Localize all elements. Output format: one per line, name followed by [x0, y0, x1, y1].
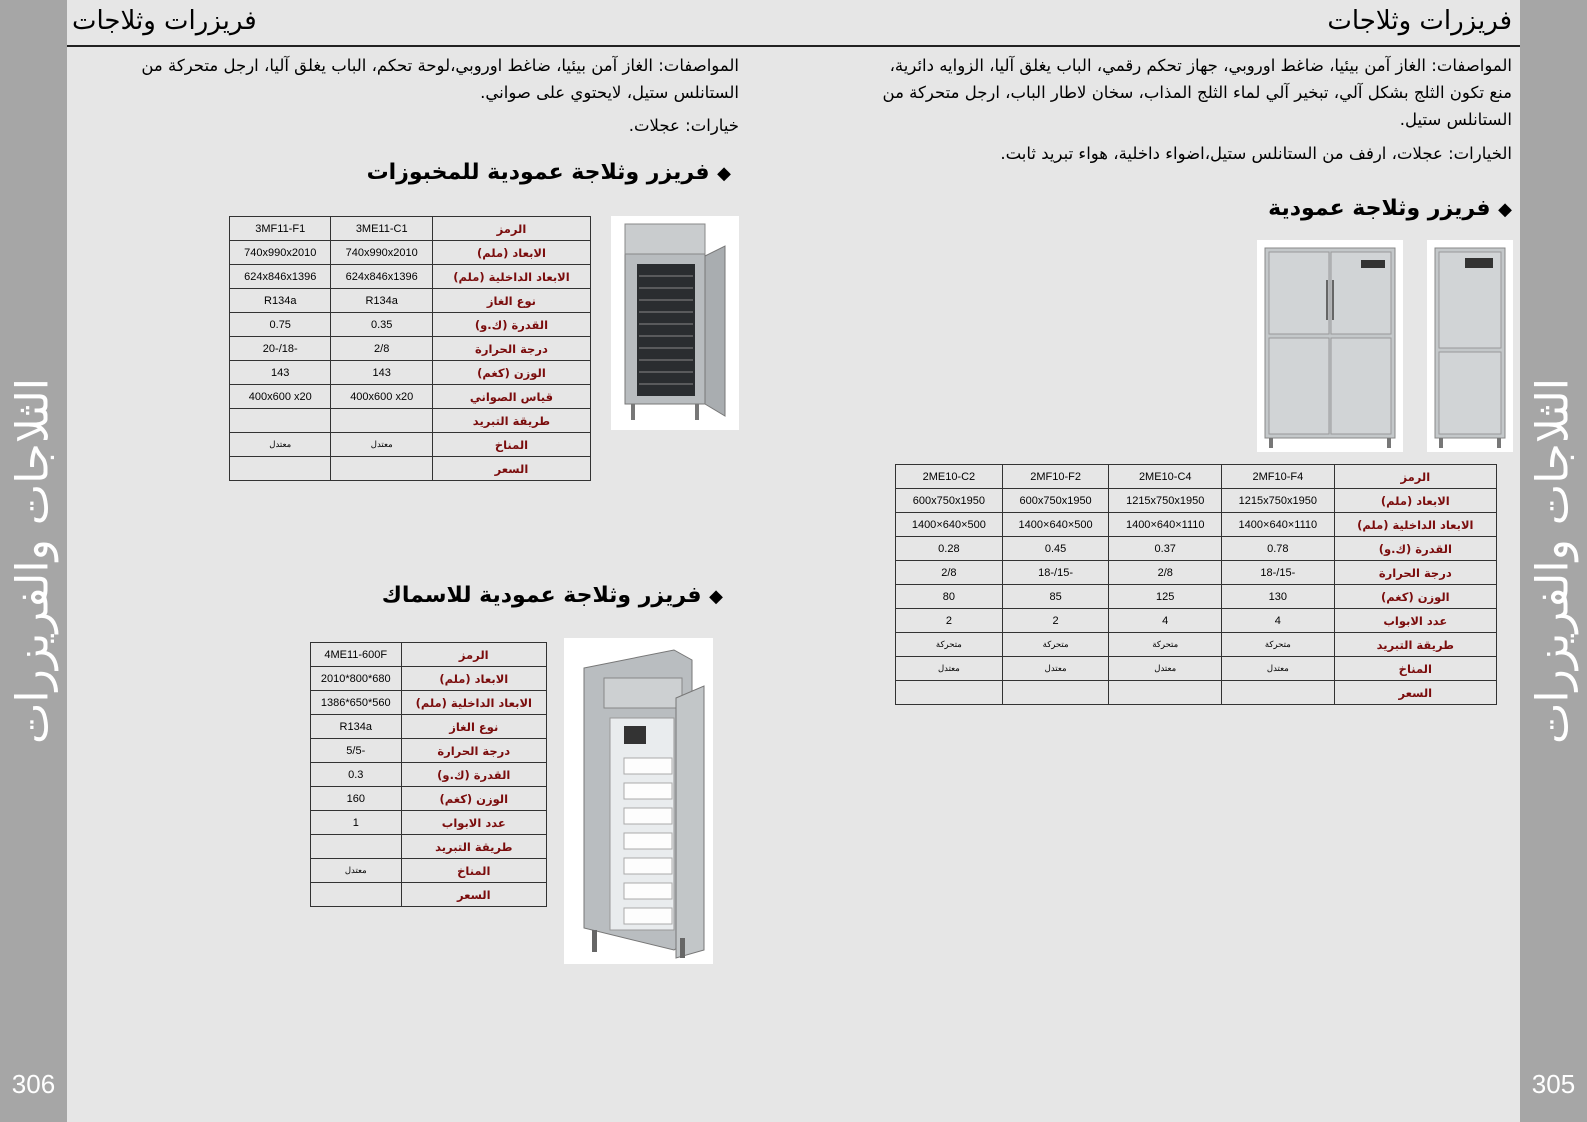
spec-value: 680*800*2010: [311, 667, 402, 691]
spec-value: 2MF10-F4: [1222, 465, 1335, 489]
table-row: [230, 241, 591, 265]
table-row: [230, 313, 591, 337]
bakery-upright-fridge-photo: [611, 216, 739, 430]
spec-value: [311, 883, 402, 907]
spec-value: [1222, 681, 1335, 705]
spec-label: درجة الحرارة: [401, 739, 546, 763]
table-row: [311, 643, 547, 667]
left-sidebar-title: الثلاجات والفريزرات: [7, 377, 59, 745]
spec-value: 600x750x1950: [1002, 489, 1109, 513]
spec-value: 500×640×1400: [1002, 513, 1109, 537]
right-options: الخيارات: عجلات، ارفف من الستانلس ستيل،اضواء داخلية، هواء تبريد ثابت.: [1000, 144, 1512, 163]
spec-value: معتدل: [1002, 657, 1109, 681]
spec-value: 500×640×1400: [896, 513, 1003, 537]
table-row: [230, 385, 591, 409]
spec-value: 600x750x1950: [896, 489, 1003, 513]
table-row: [311, 883, 547, 907]
spec-value: [331, 457, 432, 481]
left-section1-title: [367, 160, 731, 185]
spec-value: 560*650*1386: [311, 691, 402, 715]
left-page-number: 306: [11, 1069, 56, 1099]
diamond-bullet-icon: ◆: [709, 586, 723, 607]
table-row: [896, 489, 1497, 513]
spec-value: 80: [896, 585, 1003, 609]
left-section2-spec-table: [310, 642, 547, 907]
spec-label: القدرة (ك.و): [432, 313, 590, 337]
right-page: [795, 0, 1520, 1122]
table-row: [896, 537, 1497, 561]
table-row: [896, 585, 1497, 609]
spec-value: 0.28: [896, 537, 1003, 561]
spec-value: 0.35: [331, 313, 432, 337]
table-row: [311, 739, 547, 763]
left-page-header: فريزرات وثلاجات: [72, 6, 257, 36]
spec-value: 2MF10-F2: [1002, 465, 1109, 489]
spec-value: 125: [1109, 585, 1222, 609]
spec-value: -15/-18: [1002, 561, 1109, 585]
spec-value: متحركة: [896, 633, 1003, 657]
right-page-number: 305: [1531, 1069, 1576, 1099]
right-sidebar-title: الثلاجات والفريزرات: [1527, 377, 1579, 745]
spec-value: [896, 681, 1003, 705]
right-specs: المواصفات: الغاز آمن بيئيا، ضاغط اوروبي، جهاز تحكم رقمي، الباب يغلق آليا، الزوايه دائرية، منع تكون الثلج بشكل آلي، تبخير آلي لماء الثلج المذاب، سخان لاطار الباب، ارجل متحركة من الستانلس ستيل.: [882, 56, 1512, 129]
spec-value: [230, 457, 331, 481]
right-page-header: فريزرات وثلاجات: [1327, 6, 1512, 36]
table-row: [230, 265, 591, 289]
spec-label: السعر: [401, 883, 546, 907]
spec-label: القدرة (ك.و): [401, 763, 546, 787]
spec-value: معتدل: [896, 657, 1003, 681]
diamond-bullet-icon: ◆: [1498, 199, 1512, 220]
spec-label: طريقة التبريد: [432, 409, 590, 433]
spec-value: [331, 409, 432, 433]
table-row: [230, 289, 591, 313]
fish-upright-fridge-photo: [564, 638, 713, 964]
left-specs: المواصفات: الغاز آمن بيئيا، ضاغط اوروبي،لوحة تحكم، الباب يغلق آليا، ارجل متحركة من الستانلس ستيل، لايحتوي على صواني.: [141, 56, 739, 102]
spec-label: الابعاد (ملم): [401, 667, 546, 691]
spec-value: معتدل: [1109, 657, 1222, 681]
table-row: [230, 433, 591, 457]
spec-value: -18/-20: [230, 337, 331, 361]
spec-label: درجة الحرارة: [1334, 561, 1496, 585]
spec-value: 0.3: [311, 763, 402, 787]
spec-value: 740x990x2010: [331, 241, 432, 265]
table-row: [311, 811, 547, 835]
table-row: [896, 513, 1497, 537]
table-row: [896, 681, 1497, 705]
left-section2-title: [382, 583, 723, 608]
spec-label: نوع الغاز: [401, 715, 546, 739]
spec-value: متحركة: [1002, 633, 1109, 657]
left-section1-title-text: فريزر وثلاجة عمودية للمخبوزات: [366, 160, 710, 185]
spec-value: 3MF11-F1: [230, 217, 331, 241]
table-row: [896, 633, 1497, 657]
table-row: [896, 465, 1497, 489]
spec-value: [1002, 681, 1109, 705]
left-sidebar: [0, 0, 67, 1122]
spec-value: معتدل: [230, 433, 331, 457]
spec-value: 0.75: [230, 313, 331, 337]
spec-label: الابعاد الداخلية (ملم): [401, 691, 546, 715]
spec-value: 1: [311, 811, 402, 835]
spec-value: 4: [1109, 609, 1222, 633]
spec-label: قياس الصواني: [432, 385, 590, 409]
table-row: [311, 763, 547, 787]
four-door-upright-fridge-photo: [1257, 240, 1403, 452]
spec-value: 2/8: [896, 561, 1003, 585]
spec-label: الوزن (كغم): [401, 787, 546, 811]
table-row: [311, 667, 547, 691]
spec-value: 130: [1222, 585, 1335, 609]
spec-label: الابعاد الداخلية (ملم): [432, 265, 590, 289]
spec-value: متحركة: [1109, 633, 1222, 657]
spec-label: القدرة (ك.و): [1334, 537, 1496, 561]
left-section1-spec-table: [229, 216, 591, 481]
spec-value: R134a: [311, 715, 402, 739]
table-row: [230, 409, 591, 433]
spec-label: عدد الابواب: [1334, 609, 1496, 633]
table-row: [230, 337, 591, 361]
table-row: [230, 457, 591, 481]
spec-value: 0.37: [1109, 537, 1222, 561]
spec-label: السعر: [432, 457, 590, 481]
spec-label: الرمز: [401, 643, 546, 667]
spec-value: 143: [230, 361, 331, 385]
spec-label: المناخ: [401, 859, 546, 883]
spec-value: 160: [311, 787, 402, 811]
table-row: [230, 361, 591, 385]
spec-value: 400x600 x20: [331, 385, 432, 409]
spec-value: 740x990x2010: [230, 241, 331, 265]
spec-value: 2ME10-C4: [1109, 465, 1222, 489]
table-row: [896, 561, 1497, 585]
spec-label: عدد الابواب: [401, 811, 546, 835]
right-section1-title: [1268, 196, 1512, 221]
spec-label: المناخ: [432, 433, 590, 457]
spec-value: 2/8: [1109, 561, 1222, 585]
spec-label: نوع الغاز: [432, 289, 590, 313]
spec-value: 1215x750x1950: [1222, 489, 1335, 513]
right-section1-spec-table: [895, 464, 1497, 705]
spec-value: 624x846x1396: [331, 265, 432, 289]
spec-label: الرمز: [432, 217, 590, 241]
spec-value: R134a: [331, 289, 432, 313]
table-row: [896, 609, 1497, 633]
spec-value: 4ME11-600F: [311, 643, 402, 667]
table-row: [311, 835, 547, 859]
spec-value: 2: [896, 609, 1003, 633]
table-row: [311, 691, 547, 715]
spec-label: الرمز: [1334, 465, 1496, 489]
spec-label: المناخ: [1334, 657, 1496, 681]
spec-value: 400x600 x20: [230, 385, 331, 409]
spec-value: 0.78: [1222, 537, 1335, 561]
spec-value: 2/8: [331, 337, 432, 361]
spec-value: 0.45: [1002, 537, 1109, 561]
right-sidebar: [1520, 0, 1587, 1122]
right-section1-title-text: فريزر وثلاجة عمودية: [1268, 196, 1491, 221]
spec-value: 4: [1222, 609, 1335, 633]
spec-label: السعر: [1334, 681, 1496, 705]
spec-value: [1109, 681, 1222, 705]
table-row: [896, 657, 1497, 681]
spec-value: 85: [1002, 585, 1109, 609]
spec-value: 3ME11-C1: [331, 217, 432, 241]
spec-value: معتدل: [311, 859, 402, 883]
spec-value: -5/5: [311, 739, 402, 763]
spec-value: 624x846x1396: [230, 265, 331, 289]
table-row: [311, 715, 547, 739]
spec-label: طريقة التبريد: [401, 835, 546, 859]
spec-label: الوزن (كغم): [1334, 585, 1496, 609]
spec-value: 2: [1002, 609, 1109, 633]
table-row: [311, 859, 547, 883]
spec-value: متحركة: [1222, 633, 1335, 657]
spec-value: -15/-18: [1222, 561, 1335, 585]
spec-value: 143: [331, 361, 432, 385]
spec-label: طريقة التبريد: [1334, 633, 1496, 657]
spec-label: الابعاد الداخلية (ملم): [1334, 513, 1496, 537]
left-page: [67, 0, 795, 1122]
two-door-upright-fridge-photo: [1427, 240, 1513, 452]
spec-label: الابعاد (ملم): [1334, 489, 1496, 513]
spec-value: 2ME10-C2: [896, 465, 1003, 489]
spec-value: R134a: [230, 289, 331, 313]
spec-label: درجة الحرارة: [432, 337, 590, 361]
spec-value: 1110×640×1400: [1109, 513, 1222, 537]
table-row: [311, 787, 547, 811]
spec-value: [230, 409, 331, 433]
spec-value: [311, 835, 402, 859]
spec-label: الوزن (كغم): [432, 361, 590, 385]
spec-value: 1110×640×1400: [1222, 513, 1335, 537]
spec-value: معتدل: [1222, 657, 1335, 681]
spec-value: معتدل: [331, 433, 432, 457]
left-options: خيارات: عجلات.: [628, 116, 739, 135]
left-section2-title-text: فريزر وثلاجة عمودية للاسماك: [381, 583, 702, 608]
spec-value: 1215x750x1950: [1109, 489, 1222, 513]
diamond-bullet-icon: ◆: [717, 163, 731, 184]
spec-label: الابعاد (ملم): [432, 241, 590, 265]
table-row: [230, 217, 591, 241]
